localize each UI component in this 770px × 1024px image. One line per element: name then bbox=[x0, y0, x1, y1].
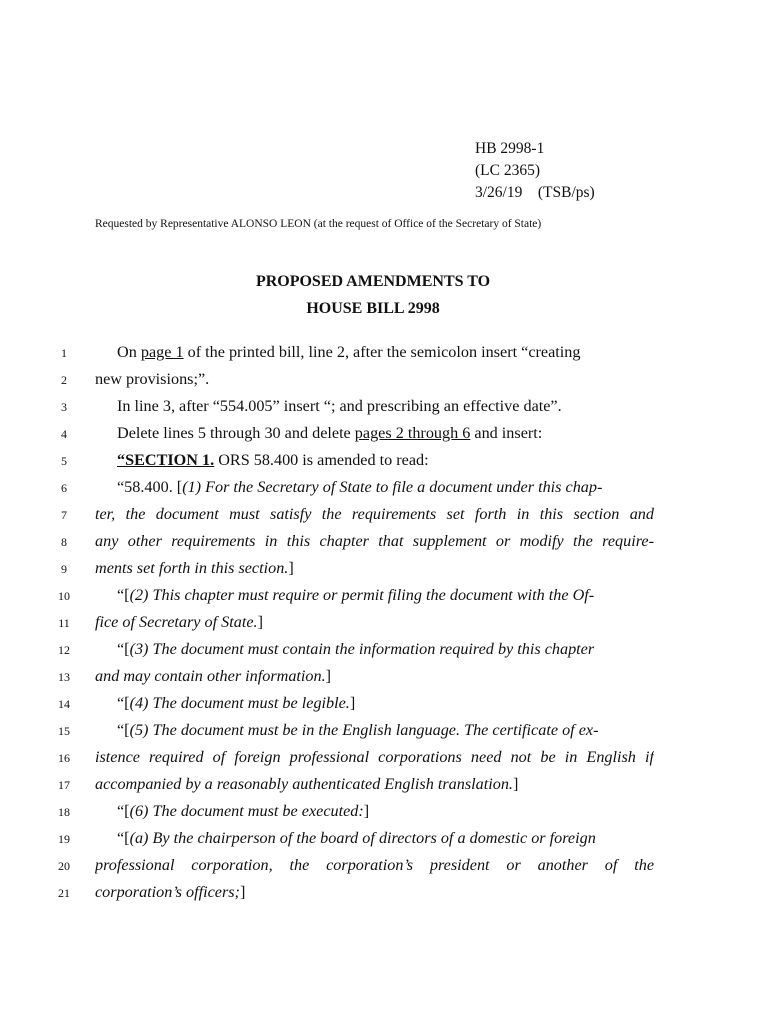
section-heading: “SECTION 1. bbox=[117, 451, 215, 469]
line-text: any other requirements in this chapter that supplement or modify the require- bbox=[95, 532, 654, 550]
pages-reference: pages 2 through 6 bbox=[354, 424, 471, 442]
line-12 bbox=[0, 638, 770, 665]
line-number: 14 bbox=[58, 697, 70, 711]
line-7 bbox=[0, 503, 770, 530]
line-text: “[(3) The document must contain the information required by this chapter bbox=[117, 640, 595, 658]
line-text: and may contain other information.] bbox=[95, 667, 332, 685]
line-text: On page 1 of the printed bill, line 2, after the semicolon insert “creating bbox=[117, 343, 581, 361]
line-text: “[(a) By the chairperson of the board of directors of a domestic or foreign bbox=[117, 829, 596, 847]
line-13 bbox=[0, 665, 770, 692]
line-number: 2 bbox=[61, 373, 67, 387]
line-17 bbox=[0, 773, 770, 800]
line-number: 3 bbox=[61, 400, 67, 414]
line-text: In line 3, after “554.005” insert “; and prescribing an effective date”. bbox=[117, 397, 562, 415]
line-2 bbox=[0, 368, 770, 395]
line-text: “58.400. [(1) For the Secretary of State to file a document under this chap- bbox=[117, 478, 603, 496]
line-text: ter, the document must satisfy the requirements set forth in this section and bbox=[95, 505, 654, 523]
line-number: 12 bbox=[58, 643, 70, 657]
line-number: 1 bbox=[61, 346, 67, 360]
initials: (TSB/ps) bbox=[537, 184, 595, 201]
line-number: 8 bbox=[61, 535, 67, 549]
line-text: new provisions;”. bbox=[95, 370, 210, 388]
date: 3/26/19 bbox=[475, 184, 523, 201]
line-text: accompanied by a reasonably authenticated English translation.] bbox=[95, 775, 519, 793]
line-number: 5 bbox=[61, 454, 67, 468]
line-number: 13 bbox=[58, 670, 70, 684]
line-19 bbox=[0, 827, 770, 854]
line-6 bbox=[0, 476, 770, 503]
line-text: ments set forth in this section.] bbox=[95, 559, 294, 577]
line-11 bbox=[0, 611, 770, 638]
line-number: 19 bbox=[58, 832, 70, 846]
line-text: “[(5) The document must be in the English language. The certificate of ex- bbox=[117, 721, 599, 739]
line-text: “SECTION 1. ORS 58.400 is amended to read: bbox=[117, 451, 429, 469]
line-text: corporation’s officers;] bbox=[95, 883, 246, 901]
line-21 bbox=[0, 881, 770, 908]
line-3 bbox=[0, 395, 770, 422]
line-4 bbox=[0, 422, 770, 449]
line-number: 10 bbox=[58, 589, 70, 603]
line-15 bbox=[0, 719, 770, 746]
page-reference: page 1 bbox=[140, 343, 184, 361]
line-number: 11 bbox=[58, 616, 70, 630]
line-number: 15 bbox=[58, 724, 70, 738]
line-16 bbox=[0, 746, 770, 773]
line-number: 9 bbox=[61, 562, 67, 576]
line-18 bbox=[0, 800, 770, 827]
line-number: 6 bbox=[61, 481, 67, 495]
line-text: “[(2) This chapter must require or permit filing the document with the Of- bbox=[117, 586, 595, 604]
title-line-2: HOUSE BILL 2998 bbox=[306, 300, 440, 317]
line-text: “[(4) The document must be legible.] bbox=[117, 694, 356, 712]
line-number: 17 bbox=[58, 778, 70, 792]
line-number: 21 bbox=[58, 886, 70, 900]
line-text: “[(6) The document must be executed:] bbox=[117, 802, 370, 820]
line-text: Delete lines 5 through 30 and delete pages 2 through 6 and insert: bbox=[117, 424, 543, 442]
line-14 bbox=[0, 692, 770, 719]
line-number: 4 bbox=[61, 427, 67, 441]
line-9 bbox=[0, 557, 770, 584]
line-number: 7 bbox=[61, 508, 67, 522]
bill-header bbox=[475, 138, 595, 204]
line-5 bbox=[0, 449, 770, 476]
line-8 bbox=[0, 530, 770, 557]
line-number: 16 bbox=[58, 751, 70, 765]
line-10 bbox=[0, 584, 770, 611]
line-number: 18 bbox=[58, 805, 70, 819]
line-text: istence required of foreign professional corporations need not be in English if bbox=[95, 748, 654, 766]
lc-number: (LC 2365) bbox=[475, 162, 541, 179]
line-20 bbox=[0, 854, 770, 881]
line-1 bbox=[0, 341, 770, 368]
line-text: professional corporation, the corporation’s president or another of the bbox=[95, 856, 654, 874]
date-line bbox=[475, 182, 595, 204]
requested-by: Requested by Representative ALONSO LEON (at the request of Office of the Secretary of State) bbox=[95, 218, 542, 230]
line-text: fice of Secretary of State.] bbox=[95, 613, 263, 631]
line-number: 20 bbox=[58, 859, 70, 873]
title-line-1: PROPOSED AMENDMENTS TO bbox=[255, 273, 491, 290]
bill-number: HB 2998-1 bbox=[475, 140, 545, 157]
